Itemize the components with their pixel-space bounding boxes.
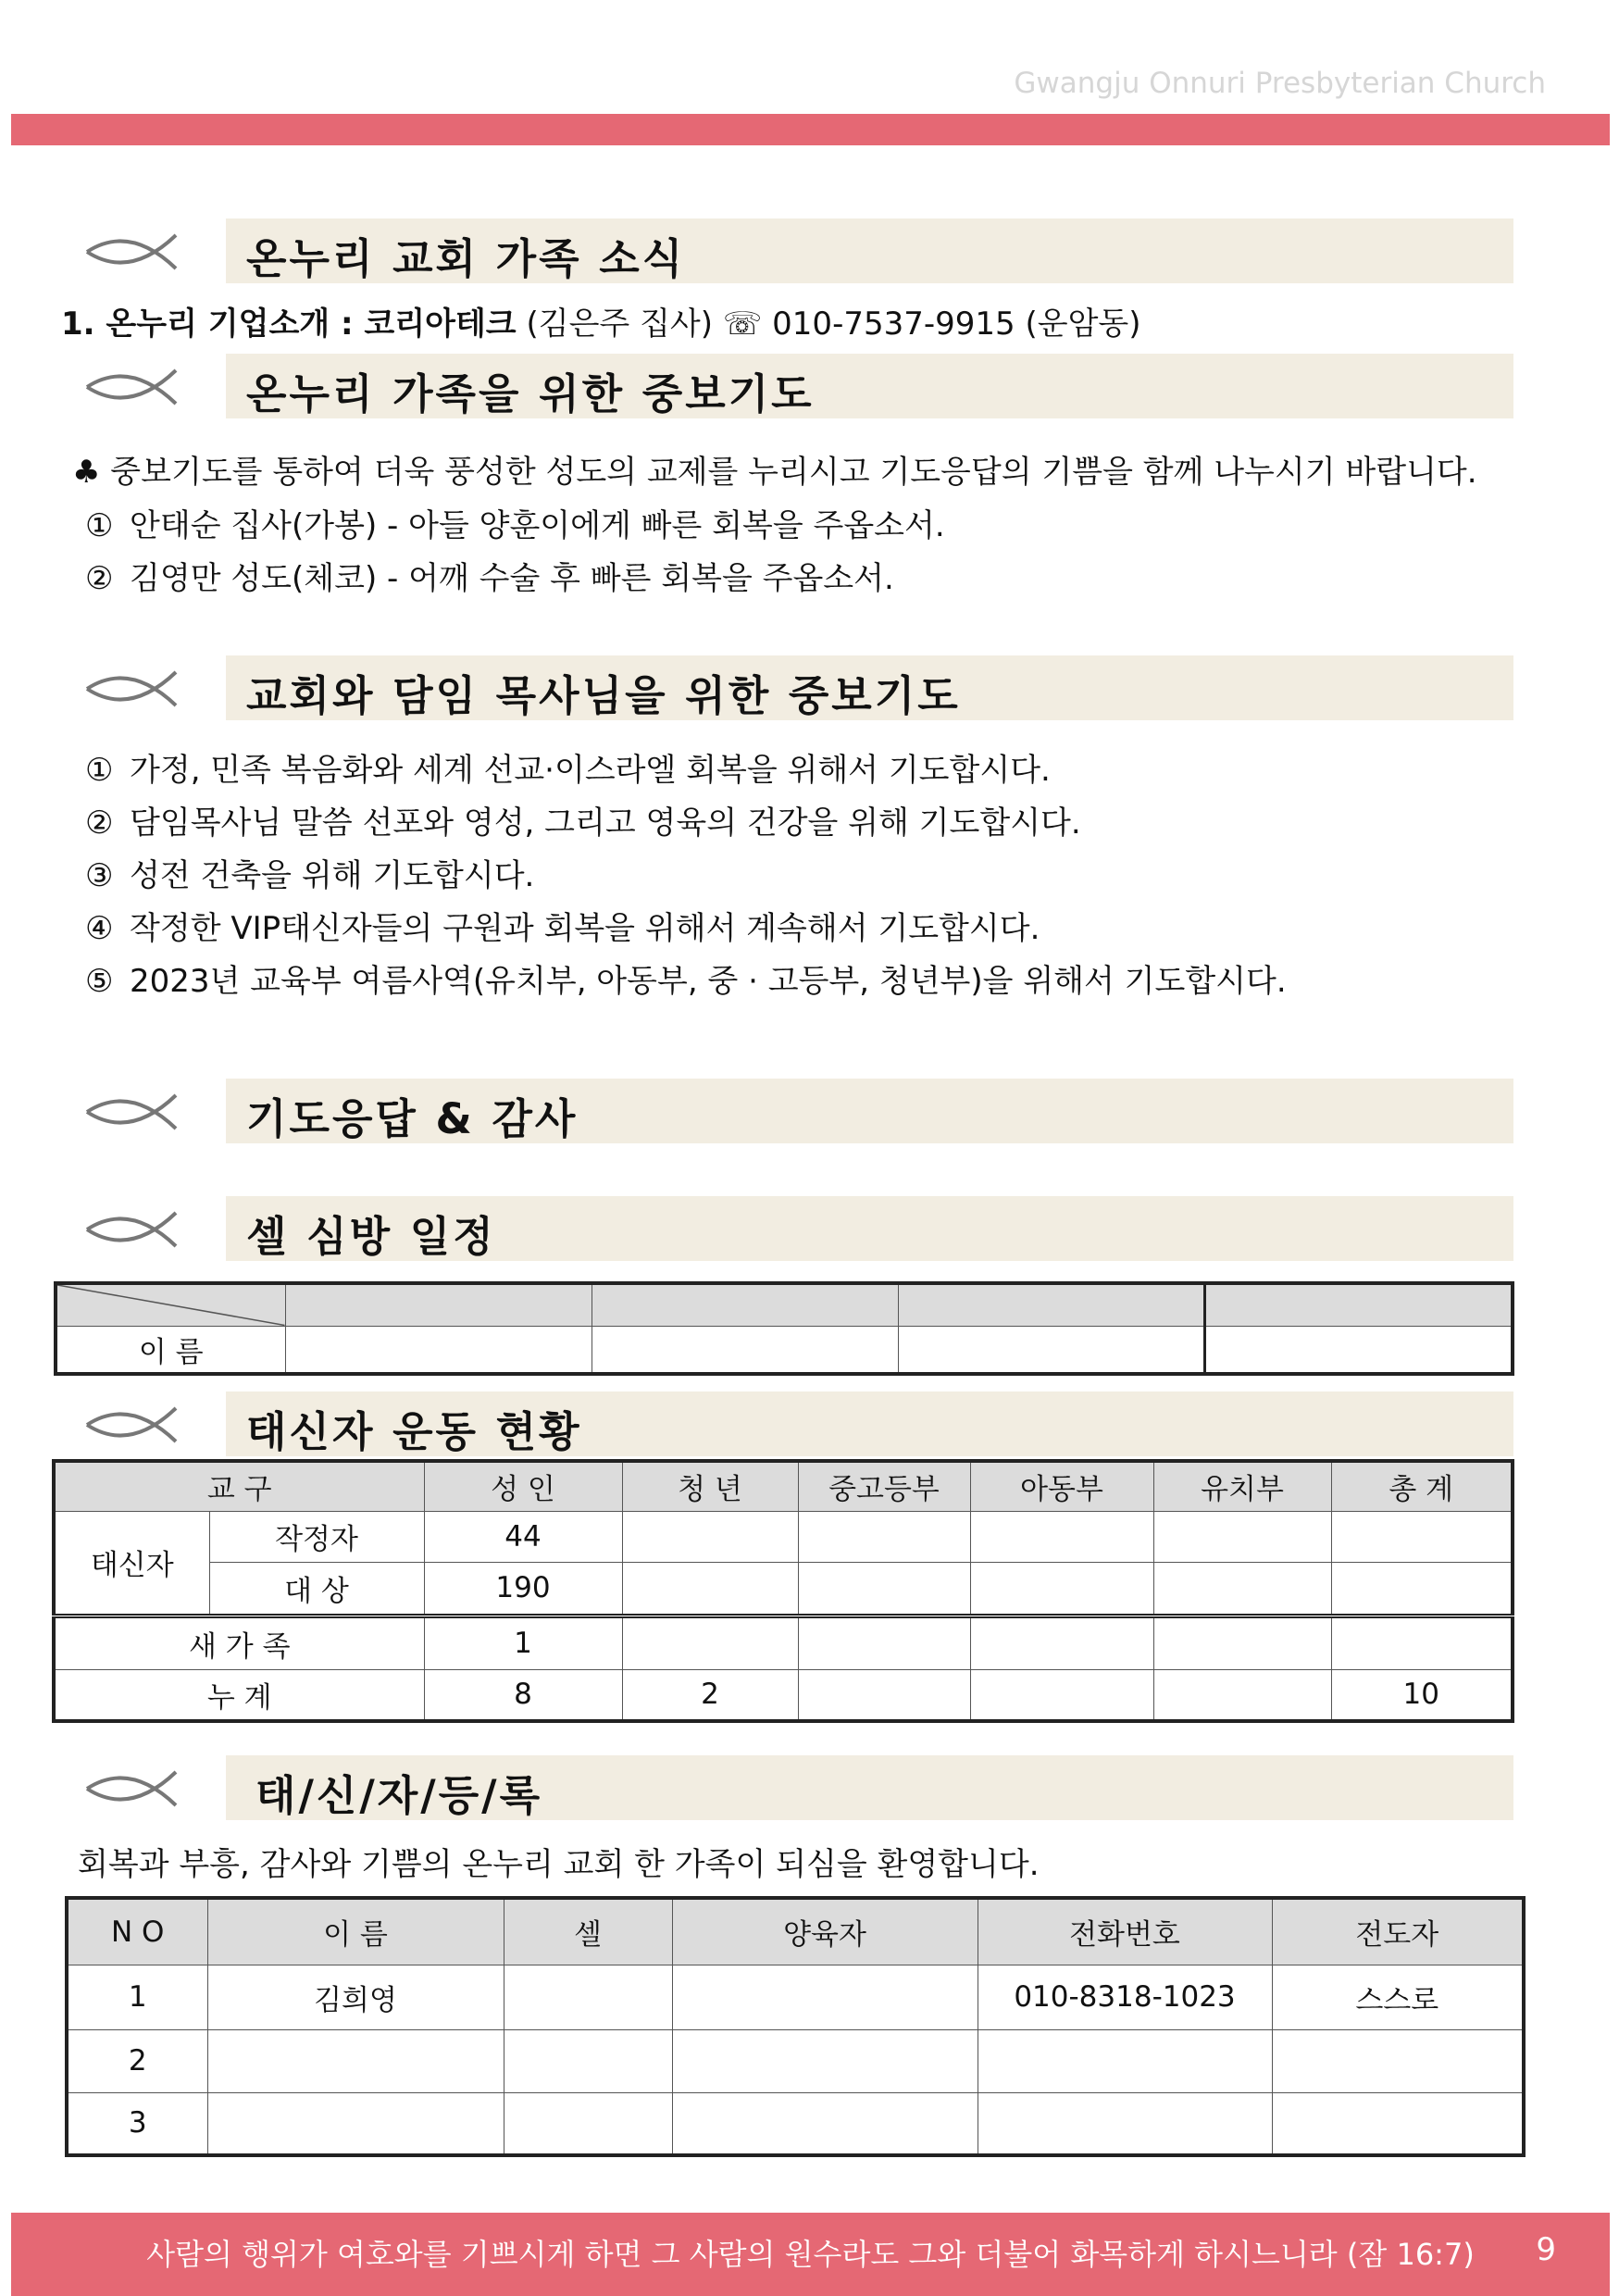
family-prayer-intro: ♣ 중보기도를 통하여 더욱 풍성한 성도의 교제를 누리시고 기도응답의 기쁨을 함께 나누시기 바랍니다.	[72, 454, 1477, 491]
section-title: 기도응답 & 감사	[246, 1094, 579, 1143]
table-cell	[592, 1283, 898, 1326]
section-cell-visit	[83, 1196, 1513, 1261]
column-header: 전도자	[1272, 1898, 1524, 1965]
fish-icon	[83, 1092, 187, 1132]
section-title: 태/신/자/등/록	[255, 1771, 543, 1820]
diagonal-line	[57, 1285, 285, 1326]
section-family-prayer	[83, 354, 1513, 418]
fish-icon	[83, 1404, 187, 1445]
table-row	[56, 1283, 1513, 1326]
fish-icon	[83, 231, 187, 272]
section-registration	[83, 1755, 1513, 1820]
table-cell	[207, 2029, 504, 2092]
column-header: 전화번호	[978, 1898, 1272, 1965]
family-prayer-item	[85, 553, 894, 598]
table-cell: 2	[67, 2029, 207, 2092]
table-cell: 190	[424, 1562, 622, 1616]
table-cell	[285, 1283, 592, 1326]
row-label: 작정자	[209, 1511, 424, 1562]
table-cell	[207, 2092, 504, 2155]
section-evangelism-status	[83, 1391, 1513, 1456]
table-cell: 10	[1331, 1669, 1513, 1721]
table-cell: 010-8318-1023	[978, 1965, 1272, 2029]
section-prayer-answers	[83, 1079, 1513, 1143]
church-prayer-item	[85, 903, 1040, 948]
section-title: 온누리 교회 가족 소식	[246, 234, 686, 283]
column-header: 청 년	[622, 1461, 798, 1511]
column-header: 아동부	[970, 1461, 1153, 1511]
evangelism-status-table	[52, 1459, 1514, 1723]
row-label: 대 상	[209, 1562, 424, 1616]
column-header: 셀	[504, 1898, 672, 1965]
table-cell: 김희영	[207, 1965, 504, 2029]
table-row	[67, 1965, 1524, 2029]
table-header-row	[54, 1461, 1513, 1511]
footer-verse: 사람의 행위가 여호와를 기쁘시게 하면 그 사람의 원수라도 그와 더불어 화목하게 하시느니라 (잠 16:7)	[146, 2237, 1475, 2272]
table-cell	[672, 2029, 978, 2092]
business-phone: ☏ 010-7537-9915	[722, 306, 1015, 343]
table-cell: 3	[67, 2092, 207, 2155]
table-cell	[798, 1669, 970, 1721]
item-number: ④	[85, 910, 114, 947]
table-cell	[622, 1511, 798, 1562]
table-cell	[1331, 1562, 1513, 1616]
item-number: ①	[85, 752, 114, 789]
column-header: 이 름	[207, 1898, 504, 1965]
table-row	[67, 2092, 1524, 2155]
row-label: 새 가 족	[54, 1616, 424, 1669]
group-label: 태신자	[54, 1511, 209, 1616]
business-intro-label: 1. 온누리 기업소개 : 코리아테크	[61, 306, 517, 343]
registration-table	[65, 1896, 1526, 2157]
table-cell	[1331, 1616, 1513, 1669]
column-header: 성 인	[424, 1461, 622, 1511]
table-cell	[672, 2092, 978, 2155]
table-cell: 2	[622, 1669, 798, 1721]
column-header: 양육자	[672, 1898, 978, 1965]
item-number: ⑤	[85, 963, 114, 1000]
section-title: 교회와 담임 목사님을 위한 중보기도	[246, 671, 961, 720]
table-cell	[1331, 1511, 1513, 1562]
table-cell	[798, 1562, 970, 1616]
fish-icon	[83, 1768, 187, 1809]
item-text: 작정한 VIP태신자들의 구원과 회복을 위해서 계속해서 기도합시다.	[130, 910, 1040, 947]
section-title: 온누리 가족을 위한 중보기도	[246, 369, 815, 418]
column-header: 총 계	[1331, 1461, 1513, 1511]
fish-icon	[83, 668, 187, 709]
fish-icon	[83, 367, 187, 407]
table-header-row	[67, 1898, 1524, 1965]
item-text: 가정, 민족 복음화와 세계 선교·이스라엘 회복을 위해서 기도합시다.	[130, 752, 1051, 789]
table-row	[54, 1511, 1513, 1562]
table-cell	[504, 2029, 672, 2092]
table-cell	[978, 2029, 1272, 2092]
table-cell	[970, 1616, 1153, 1669]
table-cell	[798, 1511, 970, 1562]
table-cell	[1153, 1562, 1331, 1616]
cell-visit-table	[54, 1281, 1514, 1376]
fish-icon	[83, 1209, 187, 1250]
table-cell	[798, 1616, 970, 1669]
church-prayer-item	[85, 850, 534, 895]
table-cell	[1272, 2029, 1524, 2092]
column-header: 교 구	[54, 1461, 424, 1511]
registration-welcome: 회복과 부흥, 감사와 기쁨의 온누리 교회 한 가족이 되심을 환영합니다.	[78, 1846, 1040, 1883]
business-person: (김은주 집사)	[526, 306, 714, 343]
table-row	[54, 1562, 1513, 1616]
table-cell	[1272, 2092, 1524, 2155]
section-title: 셀 심방 일정	[246, 1212, 496, 1261]
table-cell	[1204, 1283, 1513, 1326]
table-cell	[898, 1326, 1204, 1374]
table-cell	[970, 1562, 1153, 1616]
business-location: (운암동)	[1025, 306, 1141, 343]
section-church-prayer	[83, 655, 1513, 720]
table-row	[56, 1326, 1513, 1374]
item-number: ②	[85, 560, 114, 597]
table-cell	[504, 1965, 672, 2029]
table-cell	[1153, 1511, 1331, 1562]
top-accent-bar	[11, 114, 1610, 145]
column-header: 유치부	[1153, 1461, 1331, 1511]
table-cell: 1	[424, 1616, 622, 1669]
table-row	[67, 2029, 1524, 2092]
family-prayer-item	[85, 500, 945, 545]
section-title: 태신자 운동 현황	[246, 1407, 582, 1456]
column-header: 중고등부	[798, 1461, 970, 1511]
item-text: 2023년 교육부 여름사역(유치부, 아동부, 중 · 고등부, 청년부)을 위해서 기도합시다.	[130, 963, 1287, 1000]
item-number: ①	[85, 507, 114, 544]
column-header: N O	[67, 1898, 207, 1965]
table-cell	[1204, 1326, 1513, 1374]
table-cell	[970, 1511, 1153, 1562]
item-number: ③	[85, 857, 114, 894]
family-news-item	[61, 298, 1141, 343]
item-text: 성전 건축을 위해 기도합시다.	[130, 857, 535, 894]
table-cell	[622, 1562, 798, 1616]
table-cell	[898, 1283, 1204, 1326]
row-label: 이 름	[56, 1326, 285, 1374]
item-text: 담임목사님 말씀 선포와 영성, 그리고 영육의 건강을 위해 기도합시다.	[130, 805, 1081, 842]
church-prayer-item	[85, 955, 1287, 1001]
diagonal-header-cell	[56, 1283, 285, 1326]
table-cell: 스스로	[1272, 1965, 1524, 2029]
table-cell: 8	[424, 1669, 622, 1721]
church-name: Gwangju Onnuri Presbyterian Church	[1014, 67, 1546, 100]
table-cell	[285, 1326, 592, 1374]
table-cell	[592, 1326, 898, 1374]
table-row	[54, 1616, 1513, 1669]
table-cell	[978, 2092, 1272, 2155]
table-cell	[1153, 1616, 1331, 1669]
table-row	[54, 1669, 1513, 1721]
table-cell	[504, 2092, 672, 2155]
church-prayer-item	[85, 744, 1051, 790]
item-text: 김영만 성도(체코) - 어깨 수술 후 빠른 회복을 주옵소서.	[130, 560, 894, 597]
item-number: ②	[85, 805, 114, 842]
section-family-news	[83, 218, 1513, 283]
table-cell	[622, 1616, 798, 1669]
table-cell	[1153, 1669, 1331, 1721]
page-number: 9	[1536, 2231, 1556, 2268]
table-cell: 44	[424, 1511, 622, 1562]
table-cell: 1	[67, 1965, 207, 2029]
church-prayer-item	[85, 797, 1081, 842]
row-label: 누 계	[54, 1669, 424, 1721]
table-cell	[970, 1669, 1153, 1721]
table-cell	[672, 1965, 978, 2029]
item-text: 안태순 집사(가봉) - 아들 양훈이에게 빠른 회복을 주옵소서.	[130, 507, 945, 544]
